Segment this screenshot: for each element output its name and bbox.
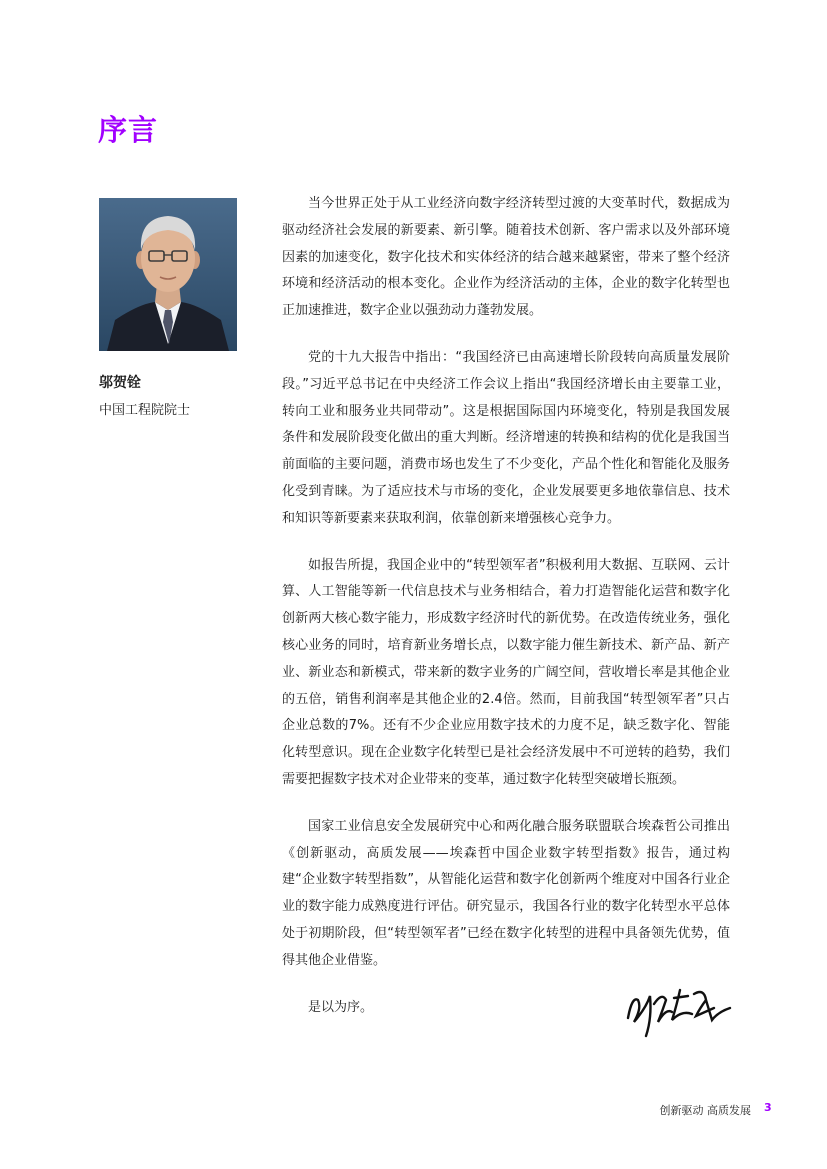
paragraph: 国家工业信息安全发展研究中心和两化融合服务联盟联合埃森哲公司推出《创新驱动，高质发展——埃森哲中国企业数字转型指数》报告，通过构建“企业数字转型指数”，从智能化运营和数字化创新两个维度对中国各行业企业的数字能力成熟度进行评估。研究显示，我国各行业的数字化转型水平总体处于初期阶段，但“转型领军者”已经在数字化转型的进程中具备领先优势，值得其他企业借鉴。 bbox=[282, 818, 730, 968]
author-name: 邬贺铨 bbox=[99, 375, 141, 391]
paragraph: 如报告所提，我国企业中的“转型领军者”积极利用大数据、互联网、云计算、人工智能等新一代信息技术与业务相结合，着力打造智能化运营和数字化创新两大核心数字能力，形成数字经济时代的新优势。在改造传统业务，强化核心业务的同时，培育新业务增长点，以数字能力催生新技术、新产品、新产业、新业态和新模式，带来新的数字业务的广阔空间，营收增长率是其他企业的五倍，销售利润率是其他企业的2.4倍。然而，目前我国“转型领军者”只占企业总数的7%。还有不少企业应用数字技术的力度不足，缺乏数字化、智能化转型意识。现在企业数字化转型已是社会经济发展中不可逆转的趋势，我们需要把握数字技术对企业带来的变革，通过数字化转型突破增长瓶颈。 bbox=[282, 557, 730, 787]
paragraph: 党的十九大报告中指出：“我国经济已由高速增长阶段转向高质量发展阶段。”习近平总书记在中央经济工作会议上指出“我国经济增长由主要靠工业，转向工业和服务业共同带动”。这是根据国际国内环境变化，特别是我国发展条件和发展阶段变化做出的重大判断。经济增速的转换和结构的优化是我国当前面临的主要问题，消费市场也发生了不少变化，产品个性化和智能化及服务化受到青睐。为了适应技术与市场的变化，企业发展要更多地依靠信息、技术和知识等新要素来获取利润，依靠创新来增强核心竞争力。 bbox=[282, 349, 730, 526]
closing-line: 是以为序。 bbox=[308, 999, 374, 1015]
author-photo bbox=[99, 198, 237, 351]
author-affiliation: 中国工程院院士 bbox=[99, 403, 191, 418]
page-number: 3 bbox=[764, 1101, 772, 1114]
page-title: 序言 bbox=[98, 113, 159, 147]
handwritten-signature bbox=[622, 978, 734, 1040]
portrait-illustration bbox=[99, 198, 237, 351]
footer-label: 创新驱动 高质发展 bbox=[659, 1104, 751, 1117]
preface-body bbox=[282, 191, 730, 1041]
paragraph: 当今世界正处于从工业经济向数字经济转型过渡的大变革时代，数据成为驱动经济社会发展的新要素、新引擎。随着技术创新、客户需求以及外部环境因素的加速变化，数字化技术和实体经济的结合越来越紧密，带来了整个经济环境和经济活动的根本变化。企业作为经济活动的主体，企业的数字化转型也正加速推进，数字企业以强劲动力蓬勃发展。 bbox=[282, 196, 730, 319]
